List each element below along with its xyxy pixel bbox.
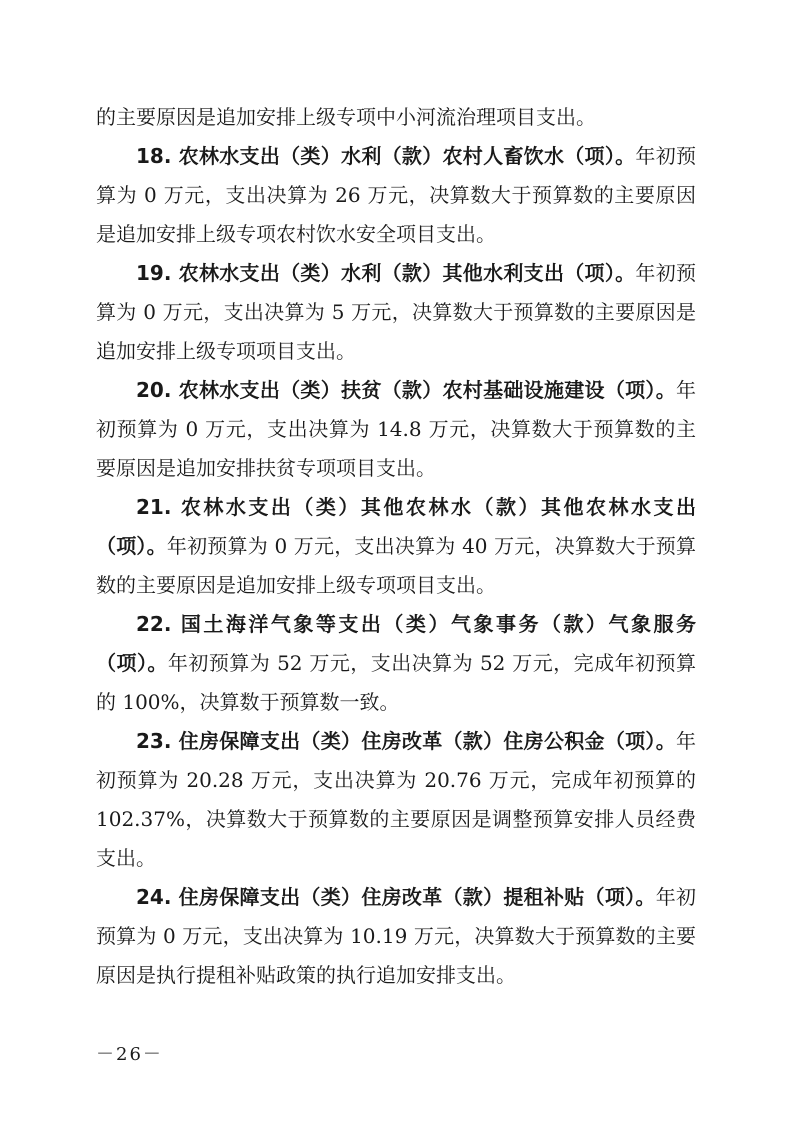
item-24-body: 年初预算为 0 万元，支出决算为 10.19 万元，决算数大于预算数的主要原因是执行提租补贴政策的执行追加安排支出。 bbox=[96, 885, 696, 987]
item-23-body: 年初预算为 20.28 万元，支出决算为 20.76 万元，完成年初预算的 102.37%，决算数大于预算数的主要原因是调整预算安排人员经费支出。 bbox=[96, 729, 696, 870]
item-19-heading: 19. 农林水支出（类）水利（款）其他水利支出（项）。 bbox=[136, 261, 636, 285]
item-22-heading: 22. 国土海洋气象等支出（类）气象事务（款）气象服务（项）。 bbox=[96, 612, 696, 675]
lead-paragraph: 的主要原因是追加安排上级专项中小河流治理项目支出。 bbox=[96, 105, 596, 129]
item-22-body: 年初预算为 52 万元，支出决算为 52 万元，完成年初预算的 100%，决算数于预算数一致。 bbox=[96, 651, 697, 714]
item-24-heading: 24. 住房保障支出（类）住房改革（款）提租补贴（项）。 bbox=[136, 885, 656, 909]
item-21 bbox=[96, 488, 696, 605]
item-18-heading: 18. 农林水支出（类）水利（款）农村人畜饮水（项）。 bbox=[136, 144, 636, 168]
item-20 bbox=[96, 371, 696, 488]
item-18-body: 年初预算为 0 万元，支出决算为 26 万元，决算数大于预算数的主要原因是追加安排上级专项农村饮水安全项目支出。 bbox=[96, 144, 696, 246]
page-number: －26－ bbox=[96, 1044, 163, 1065]
item-21-body: 年初预算为 0 万元，支出决算为 40 万元，决算数大于预算数的主要原因是追加安排上级专项项目支出。 bbox=[96, 534, 697, 597]
item-20-heading: 20. 农林水支出（类）扶贫（款）农村基础设施建设（项）。 bbox=[136, 378, 676, 402]
item-19 bbox=[96, 254, 696, 371]
item-21-heading: 21. 农林水支出（类）其他农林水（款）其他农林水支出（项）。 bbox=[96, 495, 696, 558]
item-24 bbox=[96, 878, 696, 995]
item-19-body: 年初预算为 0 万元，支出决算为 5 万元，决算数大于预算数的主要原因是追加安排上级专项项目支出。 bbox=[96, 261, 696, 363]
item-23-heading: 23. 住房保障支出（类）住房改革（款）住房公积金（项）。 bbox=[136, 729, 676, 753]
document-body bbox=[96, 98, 696, 995]
item-22 bbox=[96, 605, 696, 722]
item-20-body: 年初预算为 0 万元，支出决算为 14.8 万元，决算数大于预算数的主要原因是追加安排扶贫专项项目支出。 bbox=[96, 378, 696, 480]
item-18 bbox=[96, 137, 696, 254]
item-23 bbox=[96, 722, 696, 878]
